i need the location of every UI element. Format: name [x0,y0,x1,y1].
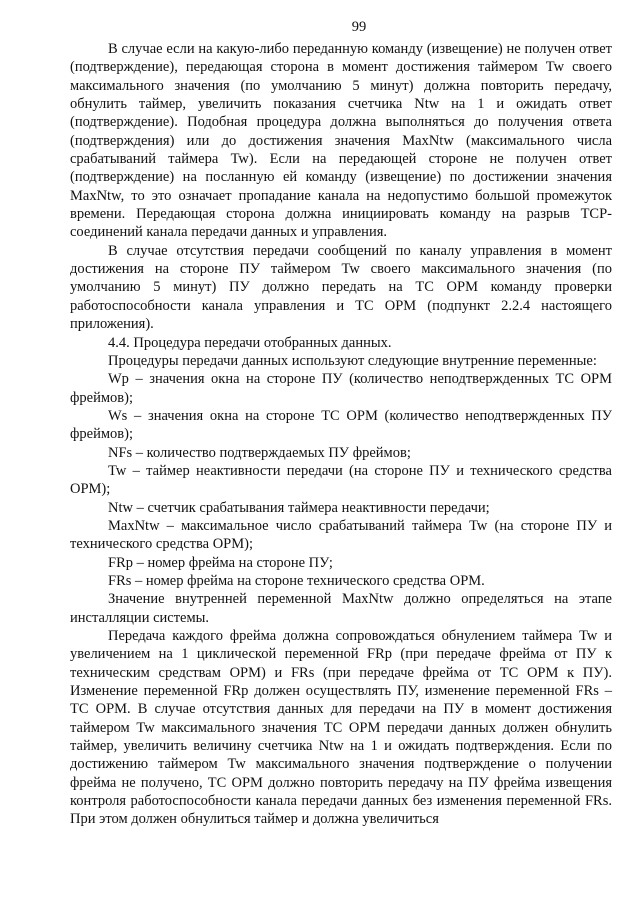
variable-nfs: NFs – количество подтверждаемых ПУ фреймов; [108,444,411,461]
paragraph-control-channel-check: В случае отсутствия передачи сообщений по каналу управления в момент достижения на стороне ПУ таймером Tw своего максимального значения (по умолчанию 5 минут) ПУ должно передать на ТС ОРМ команду проверки работоспособности канала управления и ТС ОРМ (подпункт 2.2.4 настоящего приложения). [70,242,612,333]
section-heading-4-4: 4.4. Процедура передачи отобранных данных. [108,334,392,351]
variable-maxntw: MaxNtw – максимальное число срабатываний таймера Tw (на стороне ПУ и технического средства ОРМ); [70,517,612,553]
variable-tw: Tw – таймер неактивности передачи (на стороне ПУ и технического средства ОРМ); [70,462,612,498]
paragraph-variables-intro: Процедуры передачи данных используют следующие внутренние переменные: [108,352,597,369]
variable-ws: Ws – значения окна на стороне ТС ОРМ (количество неподтвержденных ПУ фреймов); [70,407,612,443]
variable-frp: FRp – номер фрейма на стороне ПУ; [108,554,333,571]
page-number: 99 [351,19,367,35]
variable-frs: FRs – номер фрейма на стороне технического средства ОРМ. [108,572,485,589]
paragraph-timeout-retry: В случае если на какую-либо переданную команду (извещение) не получен ответ (подтверждение), передающая сторона в момент достижения таймером Tw своего максимального значения (по умолчанию 5 минут) должна повторить передачу, обнулить таймер, увеличить показания счетчика Ntw на 1 и ожидать ответ (подтверждение). Подобная процедура должна выполняться до получения ответа (подтверждения) или до достижения значения MaxNtw (максимального числа срабатываний таймера Tw). Если на передающей стороне не получен ответ (подтверждение) на посланную ей команду (извещение) по достижении значения MaxNtw, то это означает пропадание канала на недопустимо большой промежуток времени. Передающая сторона должна инициировать команду на разрыв TCP-соединений канала передачи данных и управления. [70,41,612,241]
variable-ntw: Ntw – счетчик срабатывания таймера неактивности передачи; [108,499,490,516]
paragraph-maxntw-install: Значение внутренней переменной MaxNtw должно определяться на этапе инсталляции системы. [70,591,612,626]
paragraph-frame-transfer: Передача каждого фрейма должна сопровождаться обнулением таймера Tw и увеличением на 1 циклической переменной FRp (при передаче фрейма от ПУ к техническим средствам ОРМ) и FRs (при передаче фрейма от ТС ОРМ к ПУ). Изменение переменной FRp должен осуществлять ПУ, изменение переменной FRs – ТС ОРМ. В случае отсутствия данных для передачи на ПУ в момент достижения таймером Tw максимального значения ТС ОРМ передачи данных должен обнулить таймер, увеличить величину счетчика Ntw на 1 и ожидать подтверждения. Если по достижению таймером Tw максимального значения подтверждение о получении фрейма не получено, ТС ОРМ должно повторить передачу на ПУ фрейма извещения контроля работоспособности канала передачи данных без изменения переменной FRs. При этом должен обнулиться таймер и должна увеличиться [70,628,612,828]
variable-wp: Wp – значения окна на стороне ПУ (количество неподтвержденных ТС ОРМ фреймов); [70,371,612,406]
